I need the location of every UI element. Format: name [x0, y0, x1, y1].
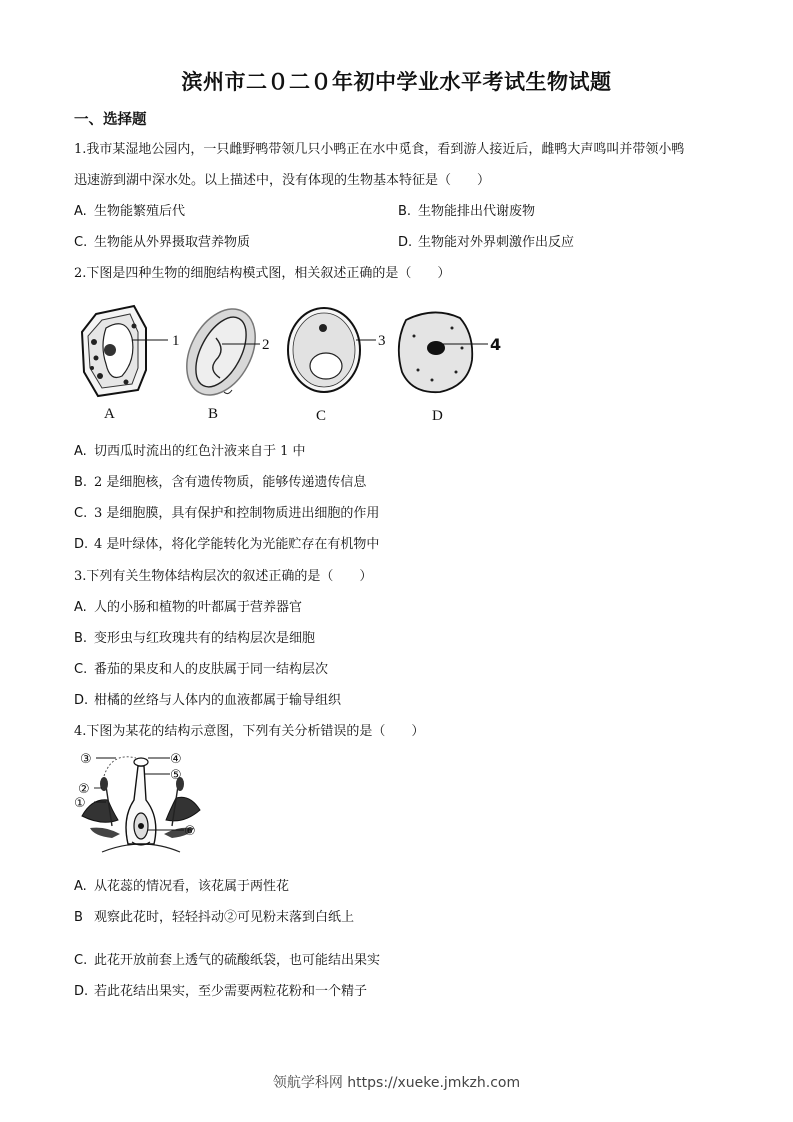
option-label: C. — [74, 953, 88, 968]
option-label: A. — [74, 879, 87, 894]
flower-label-4: ④ — [170, 752, 182, 767]
q3-stem: 3.下列有关生物体结构层次的叙述正确的是（ ） — [74, 569, 373, 584]
flower-label-3: ③ — [80, 752, 92, 767]
flower-structure-figure — [72, 748, 212, 860]
option-label: C. — [74, 506, 88, 521]
cell-structure-figure — [76, 298, 516, 426]
option-text: 生物能排出代谢废物 — [418, 204, 536, 219]
option-label: D. — [74, 984, 89, 999]
option-label: C. — [74, 662, 88, 677]
cell-label-c: C — [316, 408, 327, 424]
footer-watermark: 领航学科网 https://xueke.jmkzh.com — [272, 1075, 521, 1091]
flower-label-1: ① — [74, 796, 86, 811]
option-text: 人的小肠和植物的叶都属于营养器官 — [94, 600, 303, 615]
q3-option-d[interactable] — [74, 694, 341, 707]
q2-option-a[interactable] — [74, 445, 306, 458]
option-text: 3 是细胞膜，具有保护和控制物质进出细胞的作用 — [94, 506, 380, 521]
option-text: 4 是叶绿体，将化学能转化为光能贮存在有机物中 — [94, 537, 380, 552]
q4-option-c[interactable] — [74, 954, 380, 967]
option-label: D. — [398, 235, 413, 250]
q2-option-d[interactable] — [74, 538, 379, 551]
flower-label-2: ② — [78, 782, 90, 797]
option-label: A. — [74, 600, 87, 615]
section-heading: 一、选择题 — [74, 112, 147, 128]
page-title: 滨州市二０二０年初中学业水平考试生物试题 — [181, 70, 612, 94]
option-text: 生物能对外界刺激作出反应 — [418, 235, 575, 250]
option-text: 此花开放前套上透气的硫酸纸袋，也可能结出果实 — [94, 953, 381, 968]
q4-option-d[interactable] — [74, 985, 367, 998]
option-label: B. — [398, 204, 412, 219]
cell-label-a: A — [104, 406, 115, 422]
q4-stem: 4.下图为某花的结构示意图，下列有关分析错误的是（ ） — [74, 724, 425, 739]
option-label: C. — [74, 235, 88, 250]
option-text: 柑橘的丝络与人体内的血液都属于输导组织 — [94, 693, 342, 708]
q1-option-c[interactable] — [74, 236, 250, 249]
bacterium-cell-b — [173, 298, 269, 407]
option-text: 生物能繁殖后代 — [94, 204, 186, 219]
option-label: D. — [74, 693, 89, 708]
option-label: D. — [74, 537, 89, 552]
q3-option-b[interactable] — [74, 632, 315, 645]
flower-label-6: ⑥ — [184, 824, 196, 839]
q2-option-b[interactable] — [74, 476, 366, 489]
label-4: 4 — [490, 335, 502, 354]
yeast-cell-c — [288, 308, 376, 392]
q3-option-c[interactable] — [74, 663, 328, 676]
q4-option-a[interactable] — [74, 880, 289, 893]
option-text: 2 是细胞核，含有遗传物质，能够传递遗传信息 — [94, 475, 367, 490]
cell-label-d: D — [432, 408, 443, 424]
animal-cell-d — [399, 312, 488, 392]
q1-option-d[interactable] — [398, 236, 574, 249]
label-2: 2 — [262, 337, 270, 353]
flower-label-5: ⑤ — [170, 768, 182, 783]
q1-stem-line1: 1.我市某湿地公园内，一只雌野鸭带领几只小鸭正在水中觅食，看到游人接近后，雌鸭大声鸣叫并带领小鸭 — [74, 142, 685, 157]
option-text: 切西瓜时流出的红色汁液来自于 1 中 — [94, 444, 306, 459]
option-label: A. — [74, 444, 87, 459]
option-label: A. — [74, 204, 87, 219]
option-label: B. — [74, 475, 88, 490]
q2-option-c[interactable] — [74, 507, 379, 520]
q1-option-a[interactable] — [74, 205, 185, 218]
cell-label-b: B — [208, 406, 219, 422]
option-text: 观察此花时，轻轻抖动②可见粉末落到白纸上 — [94, 910, 355, 925]
q1-option-b[interactable] — [398, 205, 535, 218]
option-label: B. — [74, 631, 88, 646]
q4-option-b[interactable] — [74, 911, 354, 924]
q2-stem: 2.下图是四种生物的细胞结构模式图，相关叙述正确的是（ ） — [74, 266, 451, 281]
option-text: 生物能从外界摄取营养物质 — [94, 235, 251, 250]
option-text: 番茄的果皮和人的皮肤属于同一结构层次 — [94, 662, 329, 677]
option-label: B — [74, 910, 83, 925]
q1-stem-line2: 迅速游到湖中深水处。以上描述中，没有体现的生物基本特征是（ ） — [74, 173, 491, 188]
option-text: 若此花结出果实，至少需要两粒花粉和一个精子 — [94, 984, 368, 999]
label-1: 1 — [172, 333, 180, 349]
label-3: 3 — [378, 333, 386, 349]
plant-cell-a — [82, 306, 168, 396]
option-text: 从花蕊的情况看，该花属于两性花 — [94, 879, 290, 894]
flower-drawing — [82, 757, 200, 852]
option-text: 变形虫与红玫瑰共有的结构层次是细胞 — [94, 631, 316, 646]
q3-option-a[interactable] — [74, 601, 302, 614]
